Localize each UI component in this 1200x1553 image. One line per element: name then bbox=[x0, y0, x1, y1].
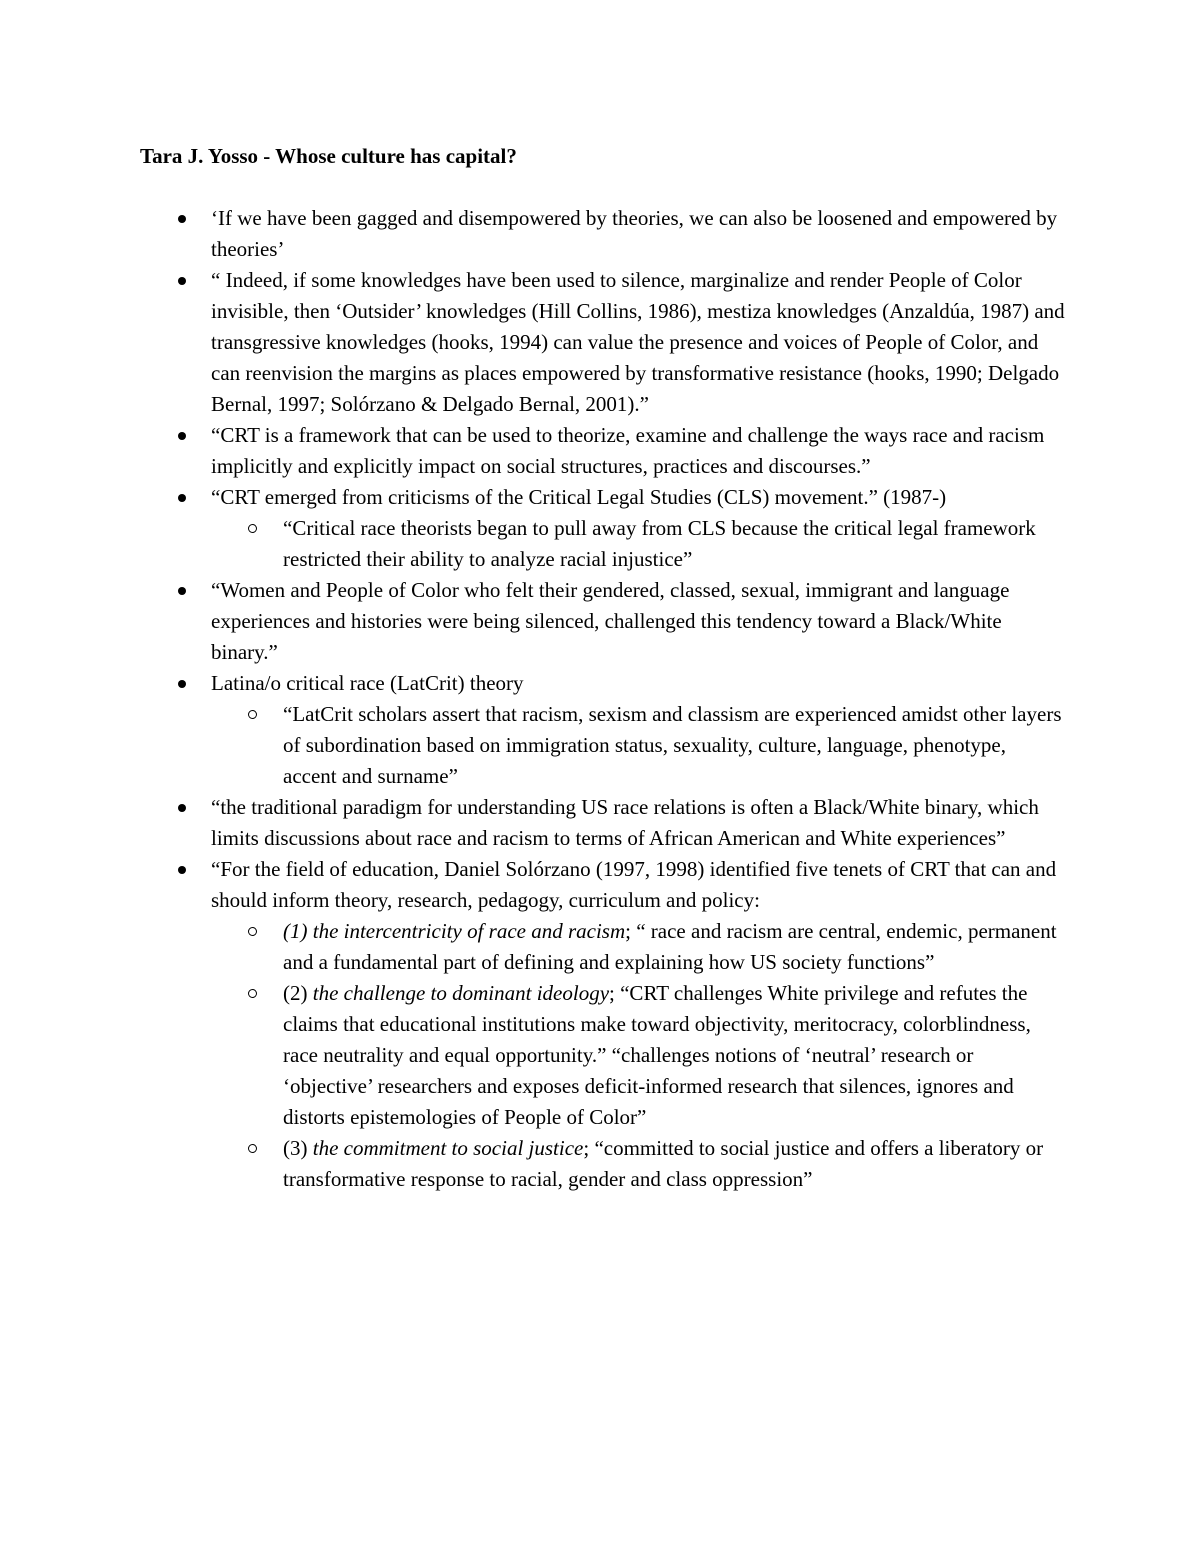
sub-list-item-text bbox=[283, 1133, 1063, 1195]
tenet-name: the challenge to dominant ideology bbox=[312, 981, 610, 1005]
bullet-circle-icon bbox=[248, 710, 257, 719]
list-item-text: “Women and People of Color who felt their gendered, classed, sexual, immigrant and language experiences and histories were being silenced, challenged this tendency toward a Black/White binary.” bbox=[211, 578, 1010, 664]
list-item bbox=[0, 575, 1200, 668]
list-item bbox=[0, 265, 1200, 420]
bullet-circle-icon bbox=[248, 1144, 257, 1153]
sub-list-item bbox=[0, 1133, 1200, 1195]
sub-list-item bbox=[0, 916, 1200, 978]
tenet-description: ; “ race and racism are central, endemic, permanent and a fundamental part of defining and explaining how US society functions” bbox=[283, 919, 1057, 974]
sub-list-item-text bbox=[283, 978, 1063, 1133]
tenet-description: ; “CRT challenges White privilege and refutes the claims that educational institutions make toward objectivity, meritocracy, colorblindness, race neutrality and equal opportunity.” “challenges notions of ‘neutral’ research or ‘objective’ researchers and exposes deficit-informed research that silences, ignores and distorts epistemologies of People of Color” bbox=[283, 981, 1031, 1129]
document-title: Tara J. Yosso - Whose culture has capital? bbox=[140, 144, 517, 168]
sub-list-item bbox=[0, 699, 1200, 792]
list-item-text: ‘If we have been gagged and disempowered by theories, we can also be loosened and empowered by theories’ bbox=[211, 206, 1058, 261]
sub-list-item bbox=[0, 978, 1200, 1133]
list-item-text: “the traditional paradigm for understanding US race relations is often a Black/White binary, which limits discussions about race and racism to terms of African American and White experiences” bbox=[211, 795, 1039, 850]
bullet-circle-icon bbox=[248, 927, 257, 936]
list-item bbox=[0, 203, 1200, 265]
sub-list bbox=[0, 513, 1200, 575]
bullet-circle-icon bbox=[248, 989, 257, 998]
list-item bbox=[0, 420, 1200, 482]
bullet-dot-icon bbox=[178, 432, 186, 440]
tenet-name: (1) the intercentricity of race and racism bbox=[283, 919, 626, 943]
bullet-dot-icon bbox=[178, 587, 186, 595]
sub-list-item-text: “LatCrit scholars assert that racism, sexism and classism are experienced amidst other layers of subordination based on immigration status, sexuality, culture, language, phenotype, accent and surname” bbox=[283, 702, 1062, 788]
list-item bbox=[0, 792, 1200, 854]
tenet-number: (3) bbox=[283, 1136, 313, 1160]
sub-list-item bbox=[0, 513, 1200, 575]
bullet-list bbox=[0, 203, 1200, 1195]
bullet-circle-icon bbox=[248, 524, 257, 533]
tenet-description: ; “committed to social justice and offers a liberatory or transformative response to racial, gender and class oppression” bbox=[283, 1136, 1044, 1191]
list-item bbox=[0, 854, 1200, 1195]
bullet-dot-icon bbox=[178, 215, 186, 223]
bullet-dot-icon bbox=[178, 804, 186, 812]
sub-list-item-text bbox=[283, 916, 1063, 978]
list-item-text: “CRT emerged from criticisms of the Critical Legal Studies (CLS) movement.” (1987-) bbox=[211, 485, 947, 509]
sub-list-item-text: “Critical race theorists began to pull away from CLS because the critical legal framework restricted their ability to analyze racial injustice” bbox=[283, 516, 1036, 571]
list-item-text: Latina/o critical race (LatCrit) theory bbox=[211, 671, 524, 695]
sub-list bbox=[0, 699, 1200, 792]
bullet-dot-icon bbox=[178, 494, 186, 502]
bullet-dot-icon bbox=[178, 866, 186, 874]
list-item-text: “For the field of education, Daniel Solórzano (1997, 1998) identified five tenets of CRT that can and should inform theory, research, pedagogy, curriculum and policy: bbox=[211, 857, 1057, 912]
sub-list bbox=[0, 916, 1200, 1195]
bullet-dot-icon bbox=[178, 680, 186, 688]
list-item-text: “CRT is a framework that can be used to theorize, examine and challenge the ways race and racism implicitly and explicitly impact on social structures, practices and discourses.” bbox=[211, 423, 1045, 478]
bullet-dot-icon bbox=[178, 277, 186, 285]
tenet-number: (2) bbox=[283, 981, 313, 1005]
tenet-name: the commitment to social justice bbox=[312, 1136, 584, 1160]
list-item bbox=[0, 668, 1200, 792]
list-item bbox=[0, 482, 1200, 575]
list-item-text: “ Indeed, if some knowledges have been used to silence, marginalize and render People of Color invisible, then ‘Outsider’ knowledges (Hill Collins, 1986), mestiza knowledges (Anzaldúa, 1987) and transgressive knowledges (hooks, 1994) can value the presence and voices of People of Color, and can reenvision the margins as places empowered by transformative resistance (hooks, 1990; Delgado Bernal, 1997; Solórzano & Delgado Bernal, 2001).” bbox=[211, 268, 1065, 416]
